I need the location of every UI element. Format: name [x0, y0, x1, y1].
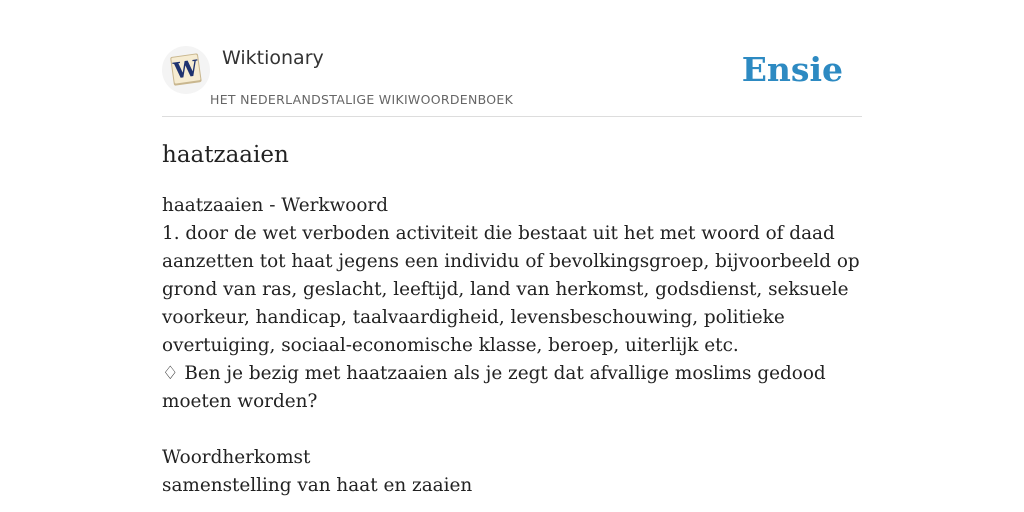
entry-content [162, 192, 868, 500]
site-name[interactable]: Wiktionary [222, 47, 324, 69]
entry-heading: haatzaaien - Werkwoord [162, 195, 388, 216]
wiktionary-logo-icon[interactable] [162, 46, 210, 94]
spacer [162, 416, 868, 444]
site-tagline: HET NEDERLANDSTALIGE WIKIWOORDENBOEK [210, 92, 514, 107]
definition-text: 1. door de wet verboden activiteit die bestaat uit het met woord of daad aanzetten tot haat jegens een individu of bevolkingsgroep, bijvoorbeeld op grond van ras, geslacht, leeftijd, land van herkomst, godsdienst, seksuele voorkeur, handicap, taalvaardigheid, levensbeschouwing, politieke overtuiging, sociaal-economische klasse, beroep, uiterlijk etc. [162, 223, 860, 356]
example-text: ♢ Ben je bezig met haatzaaien als je zegt dat afvallige moslims gedood moeten worden? [162, 363, 826, 412]
site-header [162, 40, 862, 117]
logo-tile-icon [162, 46, 210, 94]
etymology-text: samenstelling van haat en zaaien [162, 475, 473, 496]
etymology-heading: Woordherkomst [162, 447, 311, 468]
page-title: haatzaaien [162, 142, 289, 168]
ensie-logo-link[interactable]: Ensie [741, 50, 843, 89]
logo-letter: W [171, 55, 201, 85]
